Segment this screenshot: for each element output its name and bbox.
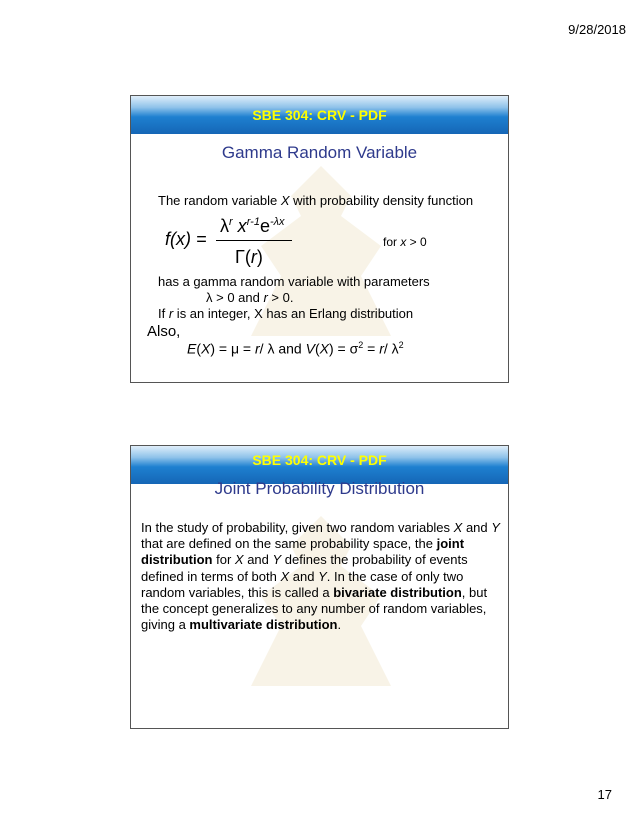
intro-text: The random variable X with probability density function [158, 193, 474, 208]
page-date: 9/28/2018 [568, 22, 626, 37]
parameters-condition: λ > 0 and r > 0. [206, 290, 294, 305]
slide-header-title: SBE 304: CRV - PDF [252, 107, 387, 123]
slide-subtitle: Joint Probability Distribution [214, 479, 425, 498]
mean-variance-formula: E(X) = μ = r/ λ and $V(X) = \sigma^2 = r/$ $\lambda^2$ [187, 340, 404, 357]
slide-header-title: SBE 304: CRV - PDF [252, 452, 387, 468]
fraction-bar [216, 240, 292, 241]
slide-subtitle: Gamma Random Variable [221, 143, 418, 162]
formula-condition: for x > 0 [383, 235, 427, 249]
slide-joint-probability-distribution [130, 445, 509, 729]
formula-lhs: f(x) = [165, 229, 207, 249]
page-number: 17 [597, 787, 612, 802]
formula-numerator: $\lambda^r$ $x^{r-1}e^{-\lambda x}$ [220, 216, 285, 236]
erlang-note: If r is an integer, X has an Erlang distribution [158, 306, 414, 321]
formula-denominator: Γ(r) [235, 247, 263, 267]
parameters-text: has a gamma random variable with parameters [158, 274, 430, 289]
slide-gamma-random-variable [130, 95, 509, 383]
also-label: Also, [147, 323, 181, 340]
joint-distribution-paragraph: In the study of probability, given two random variables X and Y that are defined on the same probability space, the joint distribution for X and Y defines the probability of events defined in terms of both X and Y. In the case of only two random variables, this is called a bivariate distribution, but the concept generalizes to any number of random variables, giving a multivariate distribution. [141, 520, 500, 633]
slide-header [131, 96, 508, 134]
